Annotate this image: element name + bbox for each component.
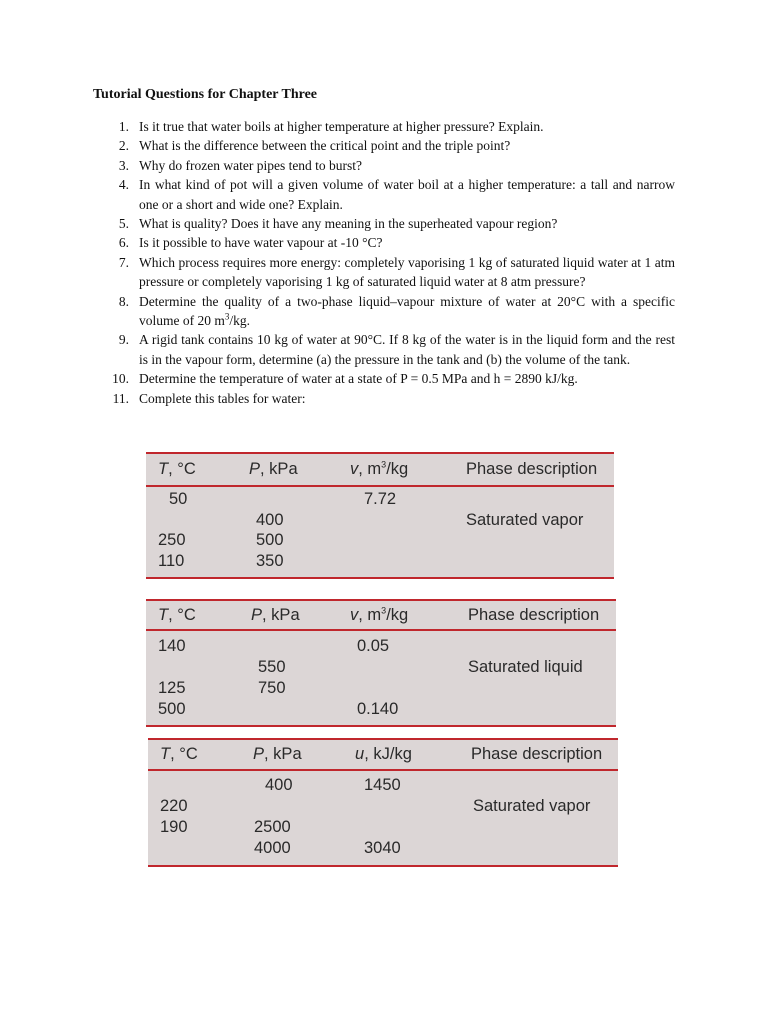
cell-v: 0.140 <box>357 700 399 718</box>
water-table-3 <box>148 738 618 867</box>
question-item <box>93 233 675 252</box>
cell-t: 140 <box>158 637 186 655</box>
cell-p: 350 <box>256 552 284 570</box>
cell-phase: Saturated vapor <box>473 797 591 815</box>
cell-p: 400 <box>265 776 293 794</box>
header-specific-volume: v, $m^3/kg$ <box>350 605 409 624</box>
cell-t: 50 <box>169 490 188 508</box>
cell-p: 550 <box>258 658 286 676</box>
cell-p: 4000 <box>254 839 291 857</box>
header-pressure: P, kPa <box>253 745 302 763</box>
cell-p: 2500 <box>254 818 291 836</box>
question-text: Is it true that water boils at higher temperature at higher pressure? Explain. <box>139 119 544 134</box>
superscript: 3 <box>224 311 230 322</box>
question-item <box>93 117 675 136</box>
question-number: 5. <box>118 216 129 232</box>
question-text-end: /kg. <box>229 313 251 329</box>
question-text: What is the difference between the critical point and the triple point? <box>139 138 511 154</box>
question-number: 7. <box>118 254 129 270</box>
table-header <box>148 740 618 771</box>
header-temperature: T, °C <box>158 606 196 624</box>
question-number: 9. <box>118 332 129 348</box>
header-phase: Phase description <box>468 606 600 624</box>
cell-p: 750 <box>258 679 286 697</box>
question-number: 4. <box>118 177 129 193</box>
cell-t: 220 <box>160 797 188 815</box>
header-temperature: T, °C <box>158 460 196 478</box>
question-text: A rigid tank contains 10 kg of water at 90°C. If 8 kg of the water is in the liquid form and the rest is in the vapour form, determine (a) the pressure in the tank and (b) the volume of the tank. <box>139 332 675 367</box>
question-text: What is quality? Does it have any meaning in the superheated vapour region? <box>139 216 558 232</box>
question-number: 8. <box>118 293 129 309</box>
cell-t: 250 <box>158 531 186 549</box>
cell-p: 500 <box>256 531 284 549</box>
table-header <box>146 454 614 487</box>
cell-v: 0.05 <box>357 637 390 655</box>
header-internal-energy: u, kJ/kg <box>355 745 412 763</box>
question-number: 10. <box>112 371 129 387</box>
question-item <box>93 214 675 233</box>
cell-t: 110 <box>158 552 185 570</box>
cell-phase: Saturated liquid <box>468 658 583 676</box>
question-text: Determine the quality of a two-phase liquid–vapour mixture of water at 20°C with a specific volume of 20 m <box>139 293 675 329</box>
question-text: Which process requires more energy: completely vaporising 1 kg of saturated liquid water at 1 atm pressure or completely vaporising 1 kg of saturated liquid water at 8 atm pressure? <box>139 254 675 290</box>
header-phase: Phase description <box>466 460 598 478</box>
question-item <box>93 292 675 331</box>
question-number: 2. <box>118 138 129 154</box>
question-text: Is it possible to have water vapour at -10 °C? <box>139 235 383 251</box>
question-number: 3. <box>118 157 129 173</box>
cell-t: 500 <box>158 700 186 718</box>
cell-t: 125 <box>158 679 186 697</box>
water-table-1 <box>146 452 614 579</box>
header-pressure: P, kPa <box>249 460 298 478</box>
table-header <box>146 601 616 631</box>
cell-p: 400 <box>256 511 284 529</box>
header-phase: Phase description <box>471 745 603 763</box>
question-text: In what kind of pot will a given volume of water boil at a higher temperature: a tall and narrow one or a short and wide one? Explain. <box>139 177 675 212</box>
header-pressure: P, kPa <box>251 606 300 624</box>
cell-v: 7.72 <box>364 490 397 508</box>
question-text: Why do frozen water pipes tend to burst? <box>139 157 363 173</box>
question-number: 1. <box>118 119 129 134</box>
question-item <box>93 369 675 388</box>
question-number: 11. <box>112 390 129 406</box>
question-list <box>93 117 675 408</box>
cell-t: 190 <box>160 818 188 836</box>
question-item <box>93 330 675 369</box>
question-item <box>93 136 675 155</box>
question-item <box>93 156 675 175</box>
page-title: Tutorial Questions for Chapter Three <box>93 87 318 102</box>
question-number: 6. <box>118 235 129 251</box>
question-item <box>93 253 675 292</box>
question-item <box>93 175 675 214</box>
cell-phase: Saturated vapor <box>466 511 584 529</box>
cell-v: 3040 <box>364 839 401 857</box>
water-table-2 <box>146 599 616 727</box>
question-item <box>93 389 675 408</box>
header-temperature: T, °C <box>160 745 198 763</box>
question-text: Complete this tables for water: <box>139 390 306 406</box>
header-specific-volume: v, $m^3/kg$ <box>350 459 409 478</box>
question-text: Determine the temperature of water at a state of P = 0.5 MPa and h = 2890 kJ/kg. <box>139 371 578 387</box>
cell-v: 1450 <box>364 776 401 794</box>
